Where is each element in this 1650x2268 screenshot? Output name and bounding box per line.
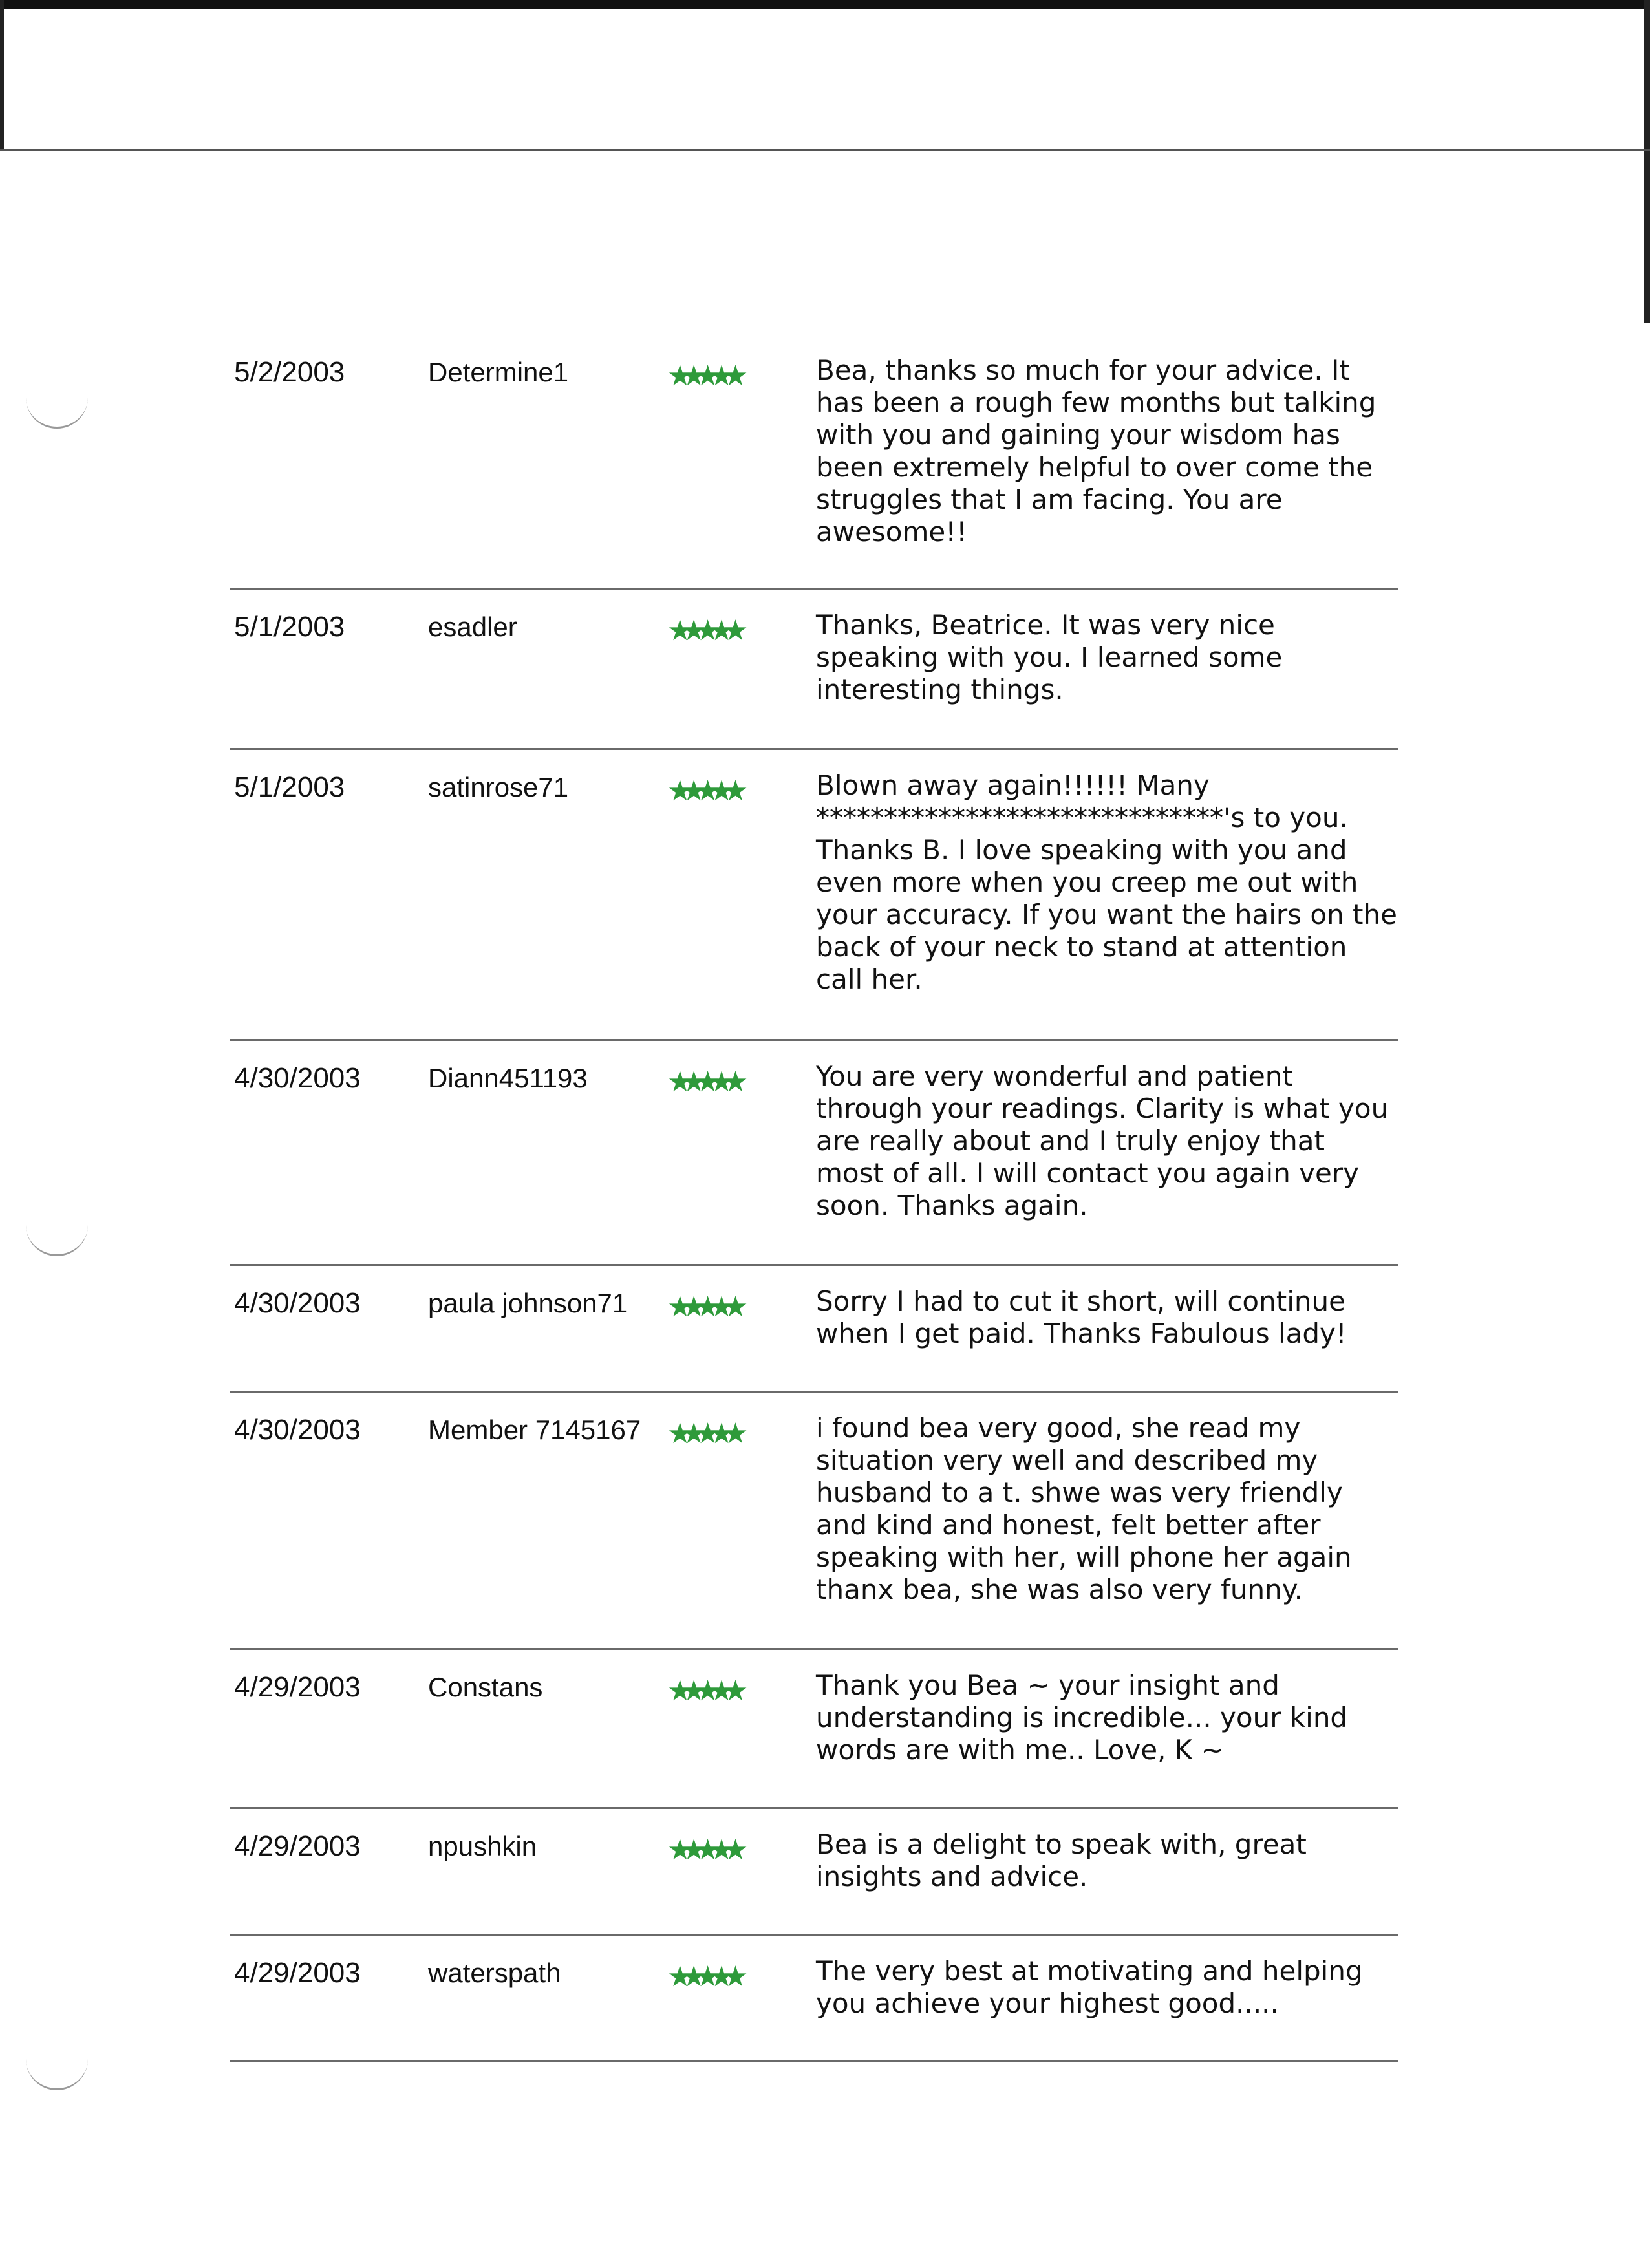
member-name: Member 7145167 xyxy=(428,1415,641,1445)
rating-stars xyxy=(667,1828,816,1865)
star-icon: ★ xyxy=(709,1960,723,1993)
star-icon: ★ xyxy=(694,775,709,808)
rating-stars xyxy=(667,1412,816,1448)
review-date: 5/2/2003 xyxy=(234,356,345,388)
star-icon: ★ xyxy=(709,775,723,808)
star-icon: ★ xyxy=(694,1290,709,1323)
scan-border-right xyxy=(1644,0,1650,323)
star-icon: ★ xyxy=(722,1960,737,1993)
review-comment: Bea is a delight to speak with, great insights and advice. xyxy=(816,1828,1307,1892)
review-comment: The very best at motivating and helping you achieve your highest good..... xyxy=(816,1955,1363,2019)
star-icon: ★ xyxy=(681,359,695,392)
star-icon: ★ xyxy=(667,1290,681,1323)
star-icon: ★ xyxy=(694,1960,709,1993)
star-icon: ★ xyxy=(667,1417,681,1450)
review-row xyxy=(230,1041,1398,1266)
page-edge-rule xyxy=(0,149,1650,151)
star-icon: ★ xyxy=(667,614,681,647)
rating-stars xyxy=(667,609,816,645)
star-icon: ★ xyxy=(667,359,681,392)
member-name: paula johnson71 xyxy=(428,1288,628,1318)
star-icon: ★ xyxy=(681,1834,695,1867)
star-icon: ★ xyxy=(709,1290,723,1323)
review-comment: You are very wonderful and patient through your readings. Clarity is what you are really about and I truly enjoy that most of all. I will contact you again very soon. Thanks again. xyxy=(816,1060,1389,1221)
star-icon: ★ xyxy=(694,1065,709,1098)
star-icon: ★ xyxy=(681,1290,695,1323)
review-row xyxy=(230,590,1398,750)
member-name: Diann451193 xyxy=(428,1063,588,1093)
scan-border-top xyxy=(0,0,1650,9)
review-row xyxy=(230,1809,1398,1936)
rating-stars xyxy=(667,1955,816,1991)
rating-stars xyxy=(667,1669,816,1706)
review-row xyxy=(230,1393,1398,1650)
star-icon: ★ xyxy=(709,1417,723,1450)
star-icon: ★ xyxy=(681,614,695,647)
binder-hole-mark xyxy=(26,2049,88,2090)
star-icon: ★ xyxy=(722,1417,737,1450)
star-icon: ★ xyxy=(694,1417,709,1450)
review-date: 4/30/2003 xyxy=(234,1287,361,1319)
review-row xyxy=(230,750,1398,1041)
star-icon: ★ xyxy=(681,1960,695,1993)
star-icon: ★ xyxy=(722,1065,737,1098)
review-date: 4/29/2003 xyxy=(234,1830,361,1862)
rating-stars xyxy=(667,769,816,806)
star-icon: ★ xyxy=(722,1674,737,1707)
review-comment: Blown away again!!!!!! Many ******************************'s to you. Thanks B. I love speaking with you and even more when you creep me out with your accuracy. If you want the hairs on the back of your neck to stand at attention call her. xyxy=(816,769,1397,995)
reviews-list xyxy=(230,349,1398,2062)
review-date: 5/1/2003 xyxy=(234,611,345,643)
member-name: satinrose71 xyxy=(428,772,569,802)
review-comment: Bea, thanks so much for your advice. It has been a rough few months but talking with you and gaining your wisdom has been extremely helpful to over come the struggles that I am facing. You are awesome!! xyxy=(816,354,1377,548)
review-comment: Sorry I had to cut it short, will continue when I get paid. Thanks Fabulous lady! xyxy=(816,1285,1347,1349)
star-icon: ★ xyxy=(681,1674,695,1707)
binder-hole-mark xyxy=(26,388,88,429)
review-comment: Thanks, Beatrice. It was very nice speaking with you. I learned some interesting things. xyxy=(816,609,1283,705)
review-row xyxy=(230,1266,1398,1393)
star-icon: ★ xyxy=(694,614,709,647)
star-icon: ★ xyxy=(722,1290,737,1323)
rating-stars xyxy=(667,1285,816,1321)
review-date: 5/1/2003 xyxy=(234,771,345,803)
star-icon: ★ xyxy=(681,775,695,808)
review-comment: i found bea very good, she read my situation very well and described my husband to a t. shwe was very friendly and kind and honest, felt better after speaking with her, will phone her again thanx bea, she was also very funny. xyxy=(816,1412,1352,1605)
review-row xyxy=(230,1650,1398,1809)
star-icon: ★ xyxy=(681,1417,695,1450)
star-icon: ★ xyxy=(709,614,723,647)
star-icon: ★ xyxy=(709,1065,723,1098)
member-name: waterspath xyxy=(428,1958,561,1988)
review-row xyxy=(230,349,1398,590)
review-date: 4/29/2003 xyxy=(234,1671,361,1703)
star-icon: ★ xyxy=(709,1674,723,1707)
rating-stars xyxy=(667,1060,816,1097)
star-icon: ★ xyxy=(709,1834,723,1867)
member-name: npushkin xyxy=(428,1831,537,1861)
review-date: 4/29/2003 xyxy=(234,1957,361,1989)
review-comment: Thank you Bea ~ your insight and understanding is incredible... your kind words are with me.. Love, K ~ xyxy=(816,1669,1348,1766)
star-icon: ★ xyxy=(667,1065,681,1098)
member-name: esadler xyxy=(428,612,517,642)
member-name: Constans xyxy=(428,1672,543,1702)
star-icon: ★ xyxy=(722,359,737,392)
review-row xyxy=(230,1936,1398,2062)
star-icon: ★ xyxy=(667,1674,681,1707)
rating-stars xyxy=(667,354,816,390)
star-icon: ★ xyxy=(722,775,737,808)
scan-border-left xyxy=(0,0,4,150)
star-icon: ★ xyxy=(681,1065,695,1098)
review-date: 4/30/2003 xyxy=(234,1414,361,1446)
star-icon: ★ xyxy=(709,359,723,392)
binder-hole-mark xyxy=(26,1215,88,1256)
member-name: Determine1 xyxy=(428,357,569,387)
star-icon: ★ xyxy=(722,1834,737,1867)
star-icon: ★ xyxy=(667,1960,681,1993)
star-icon: ★ xyxy=(722,614,737,647)
star-icon: ★ xyxy=(694,1834,709,1867)
star-icon: ★ xyxy=(694,1674,709,1707)
review-date: 4/30/2003 xyxy=(234,1062,361,1094)
star-icon: ★ xyxy=(694,359,709,392)
star-icon: ★ xyxy=(667,1834,681,1867)
star-icon: ★ xyxy=(667,775,681,808)
